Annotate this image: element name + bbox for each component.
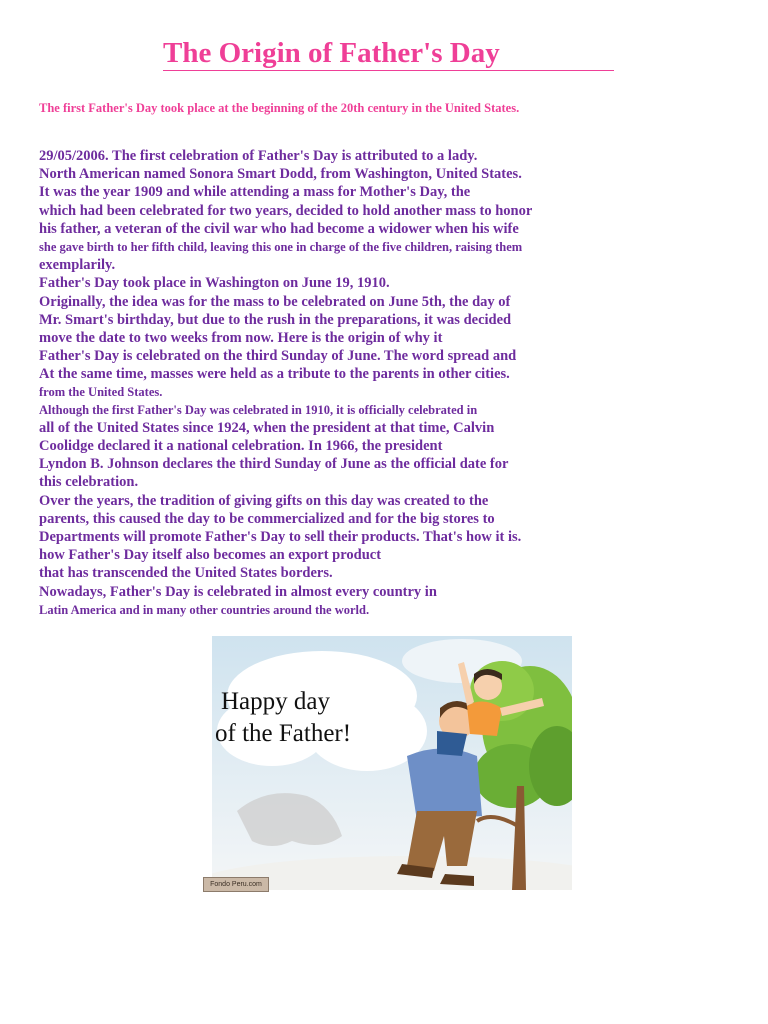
body-line: It was the year 1909 and while attending a mass for Mother's Day, the (39, 184, 471, 201)
body-line: Nowadays, Father's Day is celebrated in almost every country in (39, 583, 437, 600)
body-line: exemplarily. (39, 257, 116, 274)
page-title: The Origin of Father's Day (163, 36, 614, 71)
article-body (39, 147, 579, 619)
subtitle: The first Father's Day took place at the beginning of the 20th century in the United States. (39, 101, 520, 115)
body-line: she gave birth to her fifth child, leaving this one in charge of the five children, raising them (39, 240, 523, 255)
body-line: his father, a veteran of the civil war who had become a widower when his wife (39, 220, 519, 237)
body-line: Although the first Father's Day was celebrated in 1910, it is officially celebrated in (39, 402, 478, 417)
body-line: Coolidge declared it a national celebration. In 1966, the president (39, 438, 443, 455)
body-line: Father's Day is celebrated on the third Sunday of June. The word spread and (39, 348, 517, 365)
body-line: Latin America and in many other countries around the world. (39, 602, 370, 617)
body-line: from the United States. (39, 384, 163, 399)
greeting-caption (215, 686, 395, 756)
body-line: parents, this caused the day to be commercialized and for the big stores to (39, 510, 495, 527)
body-line: At the same time, masses were held as a tribute to the parents in other cities. (39, 366, 510, 383)
greeting-line-1: Happy day (221, 688, 330, 715)
body-line: move the date to two weeks from now. Here is the origin of why it (39, 330, 443, 347)
body-line: North American named Sonora Smart Dodd, from Washington, United States. (39, 166, 522, 183)
body-line: that has transcended the United States borders. (39, 565, 333, 582)
body-line: Mr. Smart's birthday, but due to the rush in the preparations, it was decided (39, 311, 512, 328)
body-line: which had been celebrated for two years, decided to hold another mass to honor (39, 202, 533, 219)
body-line: how Father's Day itself also becomes an export product (39, 547, 382, 564)
body-line: Over the years, the tradition of giving gifts on this day was created to the (39, 492, 489, 509)
image-credit-badge: Fondo Peru.com (203, 877, 269, 892)
body-line: this celebration. (39, 474, 139, 491)
father-and-son-image (212, 636, 572, 890)
body-line: all of the United States since 1924, when the president at that time, Calvin (39, 419, 495, 436)
fathers-day-illustration (212, 636, 572, 890)
greeting-line-2: of the Father! (215, 720, 352, 747)
body-line: Originally, the idea was for the mass to be celebrated on June 5th, the day of (39, 293, 511, 310)
body-line: Lyndon B. Johnson declares the third Sunday of June as the official date for (39, 456, 509, 473)
body-line: 29/05/2006. The first celebration of Father's Day is attributed to a lady. (39, 148, 478, 164)
body-line: Departments will promote Father's Day to sell their products. That's how it is. (39, 529, 522, 546)
body-line: Father's Day took place in Washington on June 19, 1910. (39, 275, 390, 292)
